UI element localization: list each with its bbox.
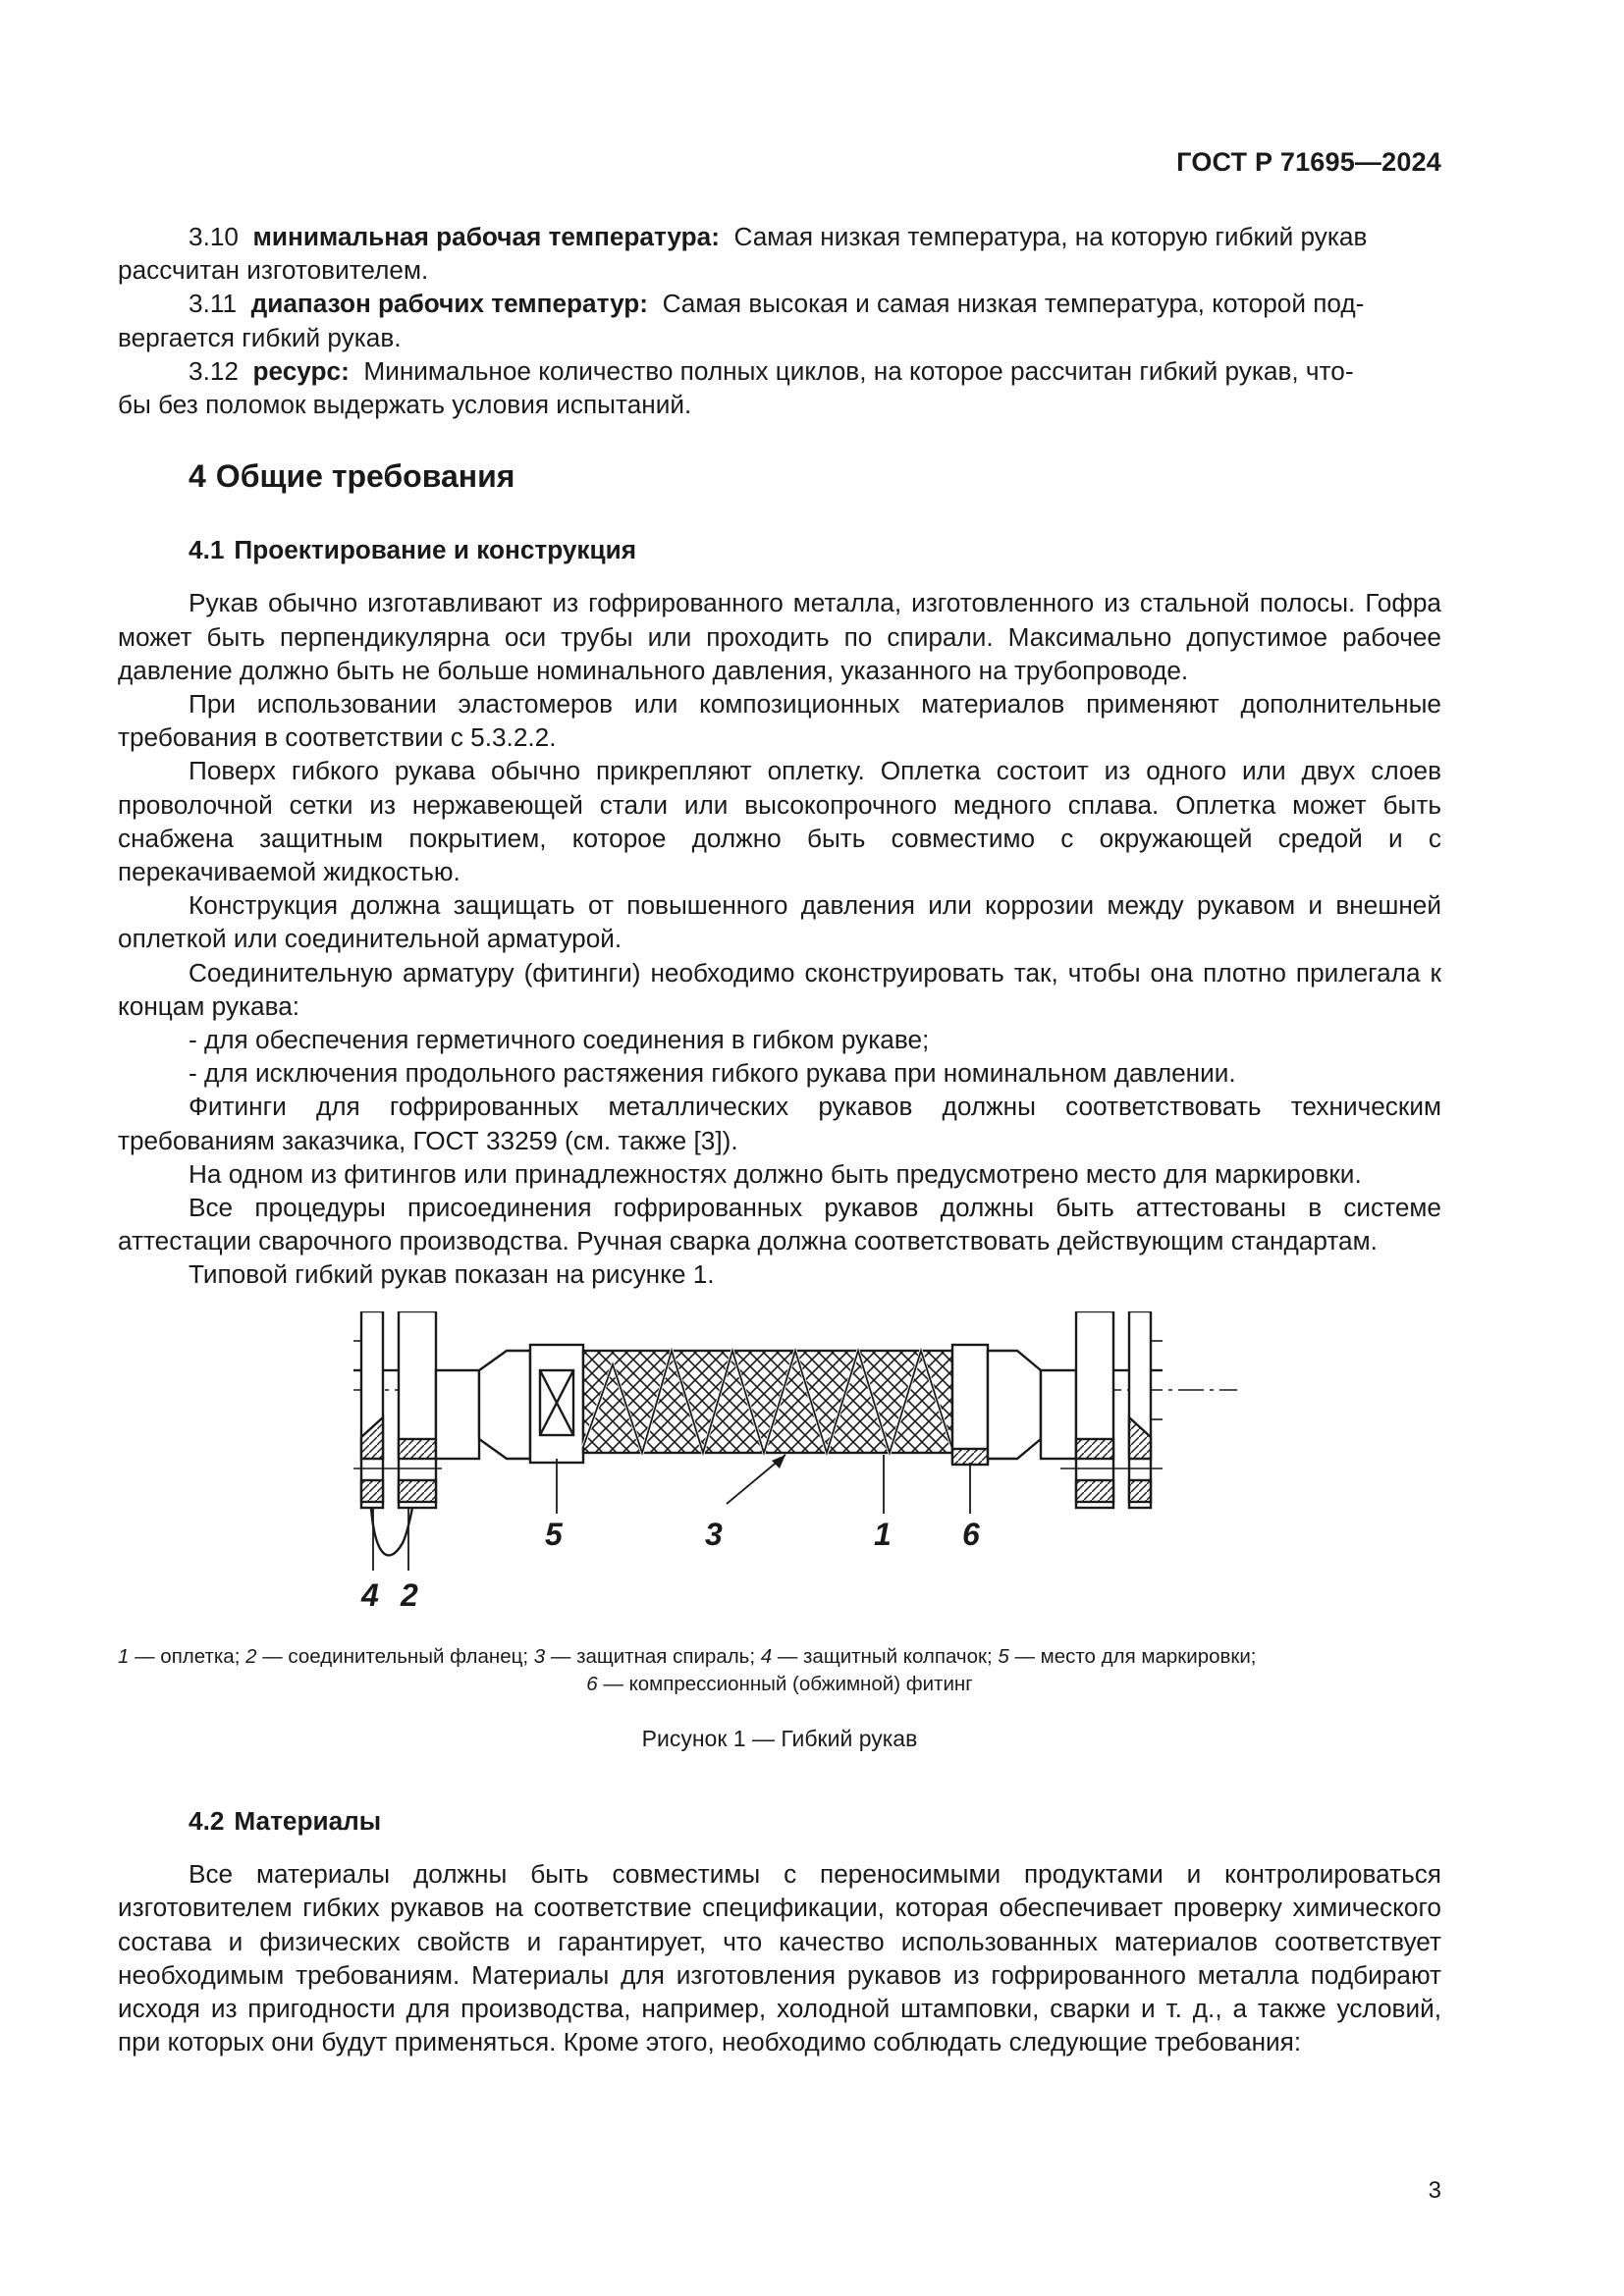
definition-3-12-cont: бы без поломок выдержать условия испытаний. [118, 390, 692, 420]
section-heading-4: 4 Общие требования [189, 458, 515, 495]
page-number: 3 [1428, 2177, 1441, 2204]
label-1: 1 [874, 1516, 892, 1552]
definition-3-10: 3.10 минимальная рабочая температура: Самая низкая температура, на которую гибкий рукав [189, 222, 1368, 251]
figure-legend [118, 1643, 1441, 1698]
list-item: - для исключения продольного растяжения гибкого рукава при номинальном давлении. [189, 1058, 1236, 1089]
paragraph: Конструкция должна защищать от повышенного давления или коррозии между рукавом и внешней оплеткой или соединительной арматурой. [118, 890, 1441, 954]
section-heading-4-1: 4.1 Проектирование и конструкция [189, 535, 637, 565]
label-5: 5 [545, 1516, 563, 1552]
figure-caption: Рисунок 1 — Гибкий рукав [641, 1725, 918, 1751]
paragraph: При использовании эластомеров или композиционных материалов применяют дополнительные требования в соответствии с 5.3.2.2. [118, 689, 1441, 753]
definition-3-11-cont: вергается гибкий рукав. [118, 322, 402, 352]
legend-line-1: 1 — оплетка; 2 — соединительный фланец; 3 — защитная спираль; 4 — защитный колпачок; 5 — место для маркировки; [118, 1644, 1257, 1668]
legend-line-2: 6 — компрессионный (обжимной) фитинг [586, 1672, 973, 1695]
paragraph: Фитинги для гофрированных металлических рукавов должны соответствовать техническим требованиям заказчика, ГОСТ 33259 (см. также [3]). [118, 1092, 1441, 1155]
label-3: 3 [705, 1516, 723, 1552]
term: ресурс: [252, 355, 350, 386]
label-2: 2 [401, 1576, 418, 1613]
page-content [118, 220, 1441, 2058]
term: диапазон рабочих температур: [250, 289, 649, 319]
section-heading-4-2: 4.2 Материалы [189, 1805, 382, 1836]
paragraph: Типовой гибкий рукав показан на рисунке 1. [189, 1259, 715, 1290]
list-item: - для обеспечения герметичного соединения в гибком рукаве; [189, 1025, 930, 1055]
label-4: 4 [361, 1576, 379, 1613]
figure-flexible-hose [118, 1311, 1441, 1635]
term: минимальная рабочая температура: [252, 222, 720, 251]
paragraph: Соединительную арматуру (фитинги) необходимо сконструировать так, чтобы она плотно прилегала к концам рукава: [118, 957, 1441, 1021]
paragraph: На одном из фитингов или принадлежностях должно быть предусмотрено место для маркировки. [189, 1158, 1362, 1189]
label-6: 6 [962, 1516, 980, 1552]
paragraph: Все материалы должны быть совместимы с переносимыми продуктами и контролироваться изготовителем гибких рукавов на соответствие спецификации, которая обеспечивает проверку химического состава и физических свойств и гарантирует, что качество использованных материалов соответствует необходимым требованиям. Материалы для изготовления рукавов из гофрированного металла подбирают исходя из пригодности для производства, например, холодной штамповки, сварки и т. д., а также условий, при которых они будут применяться. Кроме этого, необходимо соблюдать следующие требования: [118, 1859, 1441, 2057]
hose-drawing [118, 1311, 1441, 1635]
standard-code: ГОСТ Р 71695—2024 [1176, 147, 1441, 177]
definition-3-10-cont: рассчитан изготовителем. [118, 255, 429, 286]
paragraph: Все процедуры присоединения гофрированных рукавов должны быть аттестованы в системе аттестации сварочного производства. Ручная сварка должна соответствовать действующим стандартам. [118, 1193, 1441, 1256]
definition-3-12: 3.12 ресурс: Минимальное количество полных циклов, на которое рассчитан гибкий рукав, что- [189, 355, 1354, 386]
definition-3-11: 3.11 диапазон рабочих температур: Самая высокая и самая низкая температура, которой под- [189, 289, 1365, 319]
paragraph: Рукав обычно изготавливают из гофрированного металла, изготовленного из стальной полосы. Гофра может быть перпендикулярна оси трубы или проходить по спирали. Максимально допустимое рабочее давление должно быть не больше номинального давления, указанного на трубопроводе. [118, 588, 1441, 685]
paragraph: Поверх гибкого рукава обычно прикрепляют оплетку. Оплетка состоит из одного или двух слоев проволочной сетки из нержавеющей стали или высокопрочного медного сплава. Оплетка может быть снабжена защитным покрытием, которое должно быть совместимо с окружающей средой и с перекачиваемой жидкостью. [118, 756, 1441, 887]
